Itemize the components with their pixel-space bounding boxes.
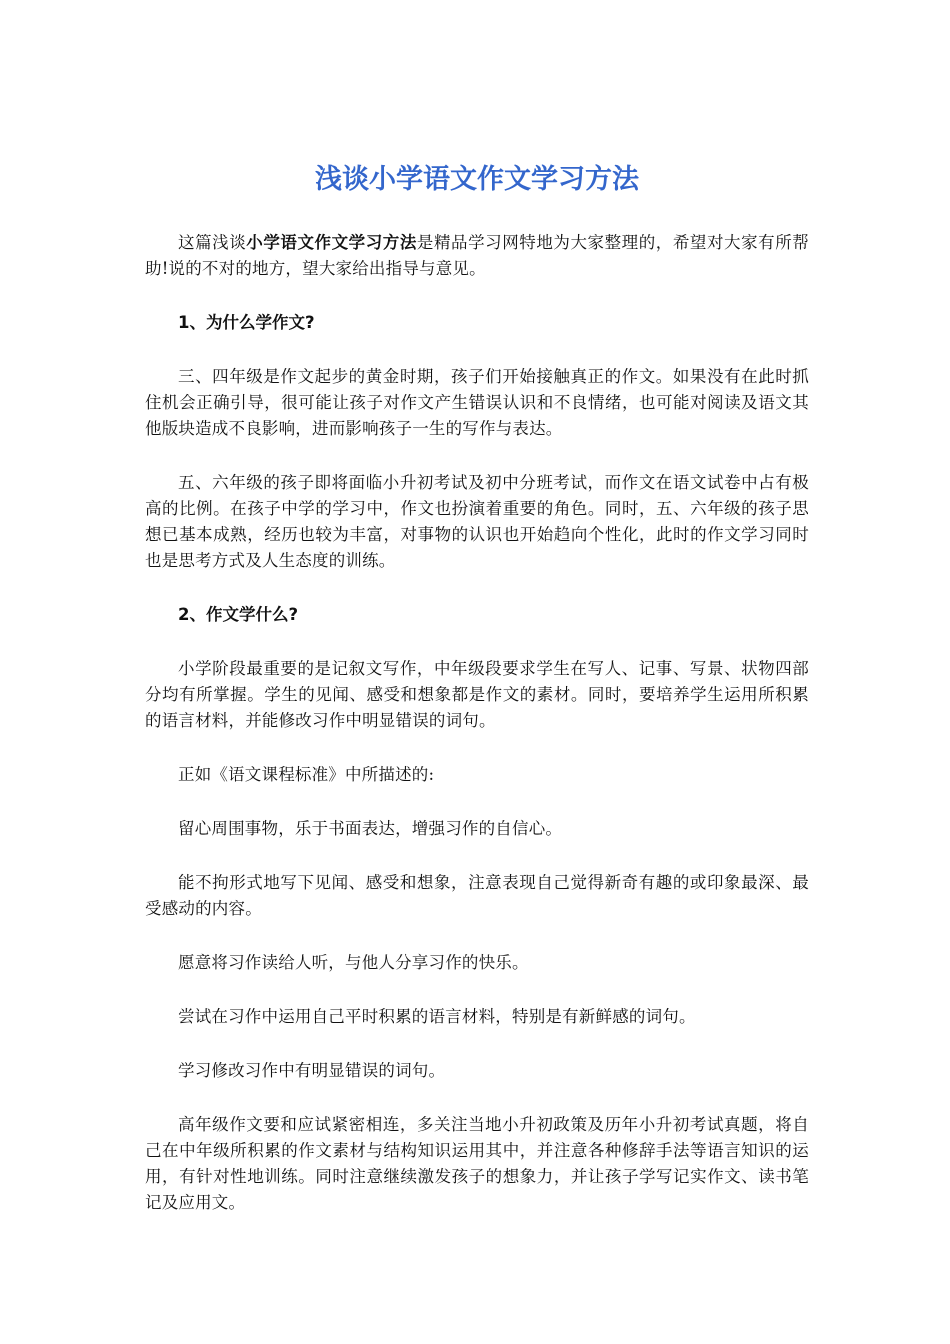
section2-paragraph-1: 小学阶段最重要的是记叙文写作，中年级段要求学生在写人、记事、写景、状物四部分均有所掌握。学生的见闻、感受和想象都是作文的素材。同时，要培养学生运用所积累的语言材料，并能修改习作中明显错误的词句。 xyxy=(145,659,809,730)
document-body xyxy=(145,230,809,1244)
section1-paragraph-2: 五、六年级的孩子即将面临小升初考试及初中分班考试，而作文在语文试卷中占有极高的比例。在孩子中学的学习中，作文也扮演着重要的角色。同时，五、六年级的孩子思想已基本成熟，经历也较为丰富，对事物的认识也开始趋向个性化，此时的作文学习同时也是思考方式及人生态度的训练。 xyxy=(145,473,809,570)
intro-prefix: 这篇浅谈 xyxy=(178,233,247,252)
section2-paragraph-7: 学习修改习作中有明显错误的词句。 xyxy=(178,1061,446,1080)
section1-heading: 1、为什么学作文? xyxy=(178,313,315,332)
section2-paragraph-4: 能不拘形式地写下见闻、感受和想象，注意表现自己觉得新奇有趣的或印象最深、最受感动的内容。 xyxy=(145,873,809,918)
section2-paragraph-8: 高年级作文要和应试紧密相连，多关注当地小升初政策及历年小升初考试真题，将自己在中年级所积累的作文素材与结构知识运用其中，并注意各种修辞手法等语言知识的运用，有针对性地训练。同时注意继续激发孩子的想象力，并让孩子学写记实作文、读书笔记及应用文。 xyxy=(145,1115,809,1212)
section1-paragraph-1: 三、四年级是作文起步的黄金时期，孩子们开始接触真正的作文。如果没有在此时抓住机会正确引导，很可能让孩子对作文产生错误认识和不良情绪，也可能对阅读及语文其他版块造成不良影响，进而影响孩子一生的写作与表达。 xyxy=(145,367,809,438)
section2-paragraph-2: 正如《语文课程标准》中所描述的: xyxy=(178,765,435,784)
section2-paragraph-5: 愿意将习作读给人听，与他人分享习作的快乐。 xyxy=(178,953,529,972)
section2-paragraph-6: 尝试在习作中运用自己平时积累的语言材料，特别是有新鲜感的词句。 xyxy=(178,1007,696,1026)
section2-paragraph-3: 留心周围事物，乐于书面表达，增强习作的自信心。 xyxy=(178,819,563,838)
intro-paragraph xyxy=(145,230,809,282)
document-title: 浅谈小学语文作文学习方法 xyxy=(315,164,639,195)
section2-heading: 2、作文学什么? xyxy=(178,605,299,624)
intro-suffix: 是精品学习网特地为大家整理的，希望对大家有所帮助!说的不对的地方，望大家给出指导与意见。 xyxy=(145,233,809,278)
intro-bold-phrase: 小学语文作文学习方法 xyxy=(246,233,417,252)
